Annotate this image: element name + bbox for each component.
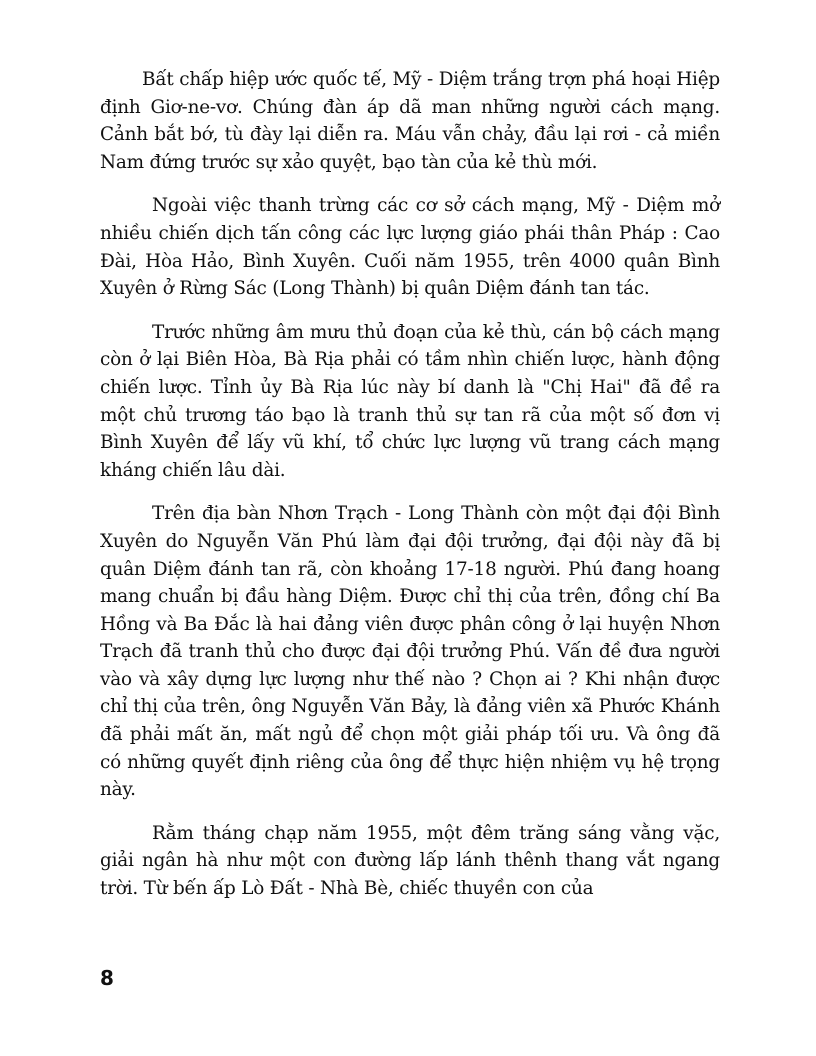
paragraph-1: Bất chấp hiệp ước quốc tế, Mỹ - Diệm trắng trợn phá hoại Hiệp định Giơ-ne-vơ. Chúng đàn áp dã man những người cách mạng. Cảnh bắt bớ, tù đày lại diễn ra. Máu vẫn chảy, đầu lại rơi - cả miền Nam đứng trước sự xảo quyệt, bạo tàn của kẻ thù mới. (100, 69, 720, 173)
paragraph-2: Ngoài việc thanh trừng các cơ sở cách mạng, Mỹ - Diệm mở nhiều chiến dịch tấn công các lực lượng giáo phái thân Pháp : Cao Đài, Hòa Hảo, Bình Xuyên. Cuối năm 1955, trên 4000 quân Bình Xuyên ở Rừng Sác (Long Thành) bị quân Diệm đánh tan tác. (100, 195, 720, 300)
paragraph-4: Trên địa bàn Nhơn Trạch - Long Thành còn một đại đội Bình Xuyên do Nguyễn Văn Phú làm đại đội trưởng, đại đội này đã bị quân Diệm đánh tan rã, còn khoảng 17-18 người. Phú đang hoang mang chuẩn bị đầu hàng Diệm. Được chỉ thị của trên, đồng chí Ba Hồng và Ba Đắc là hai đảng viên được phân công ở lại huyện Nhơn Trạch đã tranh thủ cho được đại đội trưởng Phú. Vấn đề đưa người vào và xây dựng lực lượng như thế nào ? Chọn ai ? Khi nhận được chỉ thị của trên, ông Nguyễn Văn Bảy, là đảng viên xã Phước Khánh đã phải mất ăn, mất ngủ để chọn một giải pháp tối ưu. Và ông đã có những quyết định riêng của ông để thực hiện nhiệm vụ hệ trọng này. (100, 503, 720, 801)
paragraph-3: Trước những âm mưu thủ đoạn của kẻ thù, cán bộ cách mạng còn ở lại Biên Hòa, Bà Rịa phải có tầm nhìn chiến lược, hành động chiến lược. Tỉnh ủy Bà Rịa lúc này bí danh là "Chị Hai" đã đề ra một chủ trương táo bạo là tranh thủ sự tan rã của một số đơn vị Bình Xuyên để lấy vũ khí, tổ chức lực lượng vũ trang cách mạng kháng chiến lâu dài. (100, 321, 720, 481)
page-number: 8 (100, 966, 114, 990)
page-body (100, 66, 720, 919)
paragraph-5: Rằm tháng chạp năm 1955, một đêm trăng sáng vằng vặc, giải ngân hà như một con đường lấp lánh thênh thang vắt ngang trời. Từ bến ấp Lò Đất - Nhà Bè, chiếc thuyền con của (100, 822, 720, 900)
